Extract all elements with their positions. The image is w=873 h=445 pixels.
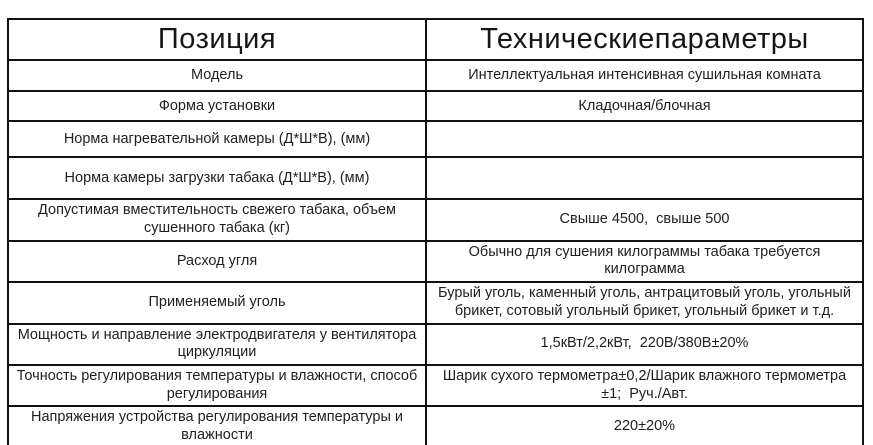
- param-value: [426, 157, 863, 199]
- param-label: Применяемый уголь: [8, 282, 426, 323]
- table-row-heating-chamber-size: [8, 121, 863, 157]
- param-value: Кладочная/блочная: [426, 91, 863, 121]
- table-row-capacity: [8, 199, 863, 240]
- param-label: Расход угля: [8, 241, 426, 282]
- table-row-regulator-voltage: [8, 406, 863, 445]
- param-value: [426, 121, 863, 157]
- column-header-position: Позиция: [8, 19, 426, 60]
- param-value: Интеллектуальная интенсивная сушильная комната: [426, 60, 863, 91]
- param-label: Напряжения устройства регулирования температуры и влажности: [8, 406, 426, 445]
- param-value: Свыше 4500, свыше 500: [426, 199, 863, 240]
- table-row-model: [8, 60, 863, 91]
- param-label: Модель: [8, 60, 426, 91]
- table-row-motor-power: [8, 324, 863, 365]
- table-row-installation-form: [8, 91, 863, 121]
- table-row-regulation-accuracy: [8, 365, 863, 406]
- param-value: 220±20%: [426, 406, 863, 445]
- param-label: Точность регулирования температуры и влажности, способ регулирования: [8, 365, 426, 406]
- table-row-coal-type: [8, 282, 863, 323]
- param-label: Норма нагревательной камеры (Д*Ш*В), (мм): [8, 121, 426, 157]
- param-label: Норма камеры загрузки табака (Д*Ш*В), (мм): [8, 157, 426, 199]
- column-header-parameters: Техническиепараметры: [426, 19, 863, 60]
- technical-parameters-table: [7, 18, 864, 445]
- table-header-row: [8, 19, 863, 60]
- param-label: Допустимая вместительность свежего табака, объем сушенного табака (кг): [8, 199, 426, 240]
- param-value: 1,5кВт/2,2кВт, 220В/380В±20%: [426, 324, 863, 365]
- param-value: Бурый уголь, каменный уголь, антрацитовый уголь, угольный брикет, сотовый угольный брикет, угольный брикет и т.д.: [426, 282, 863, 323]
- table-row-coal-consumption: [8, 241, 863, 282]
- param-value: Обычно для сушения килограммы табака требуется килограмма: [426, 241, 863, 282]
- param-value: Шарик сухого термометра±0,2/Шарик влажного термометра ±1; Руч./Авт.: [426, 365, 863, 406]
- param-label: Мощность и направление электродвигателя у вентилятора циркуляции: [8, 324, 426, 365]
- table-row-loading-chamber-size: [8, 157, 863, 199]
- param-label: Форма установки: [8, 91, 426, 121]
